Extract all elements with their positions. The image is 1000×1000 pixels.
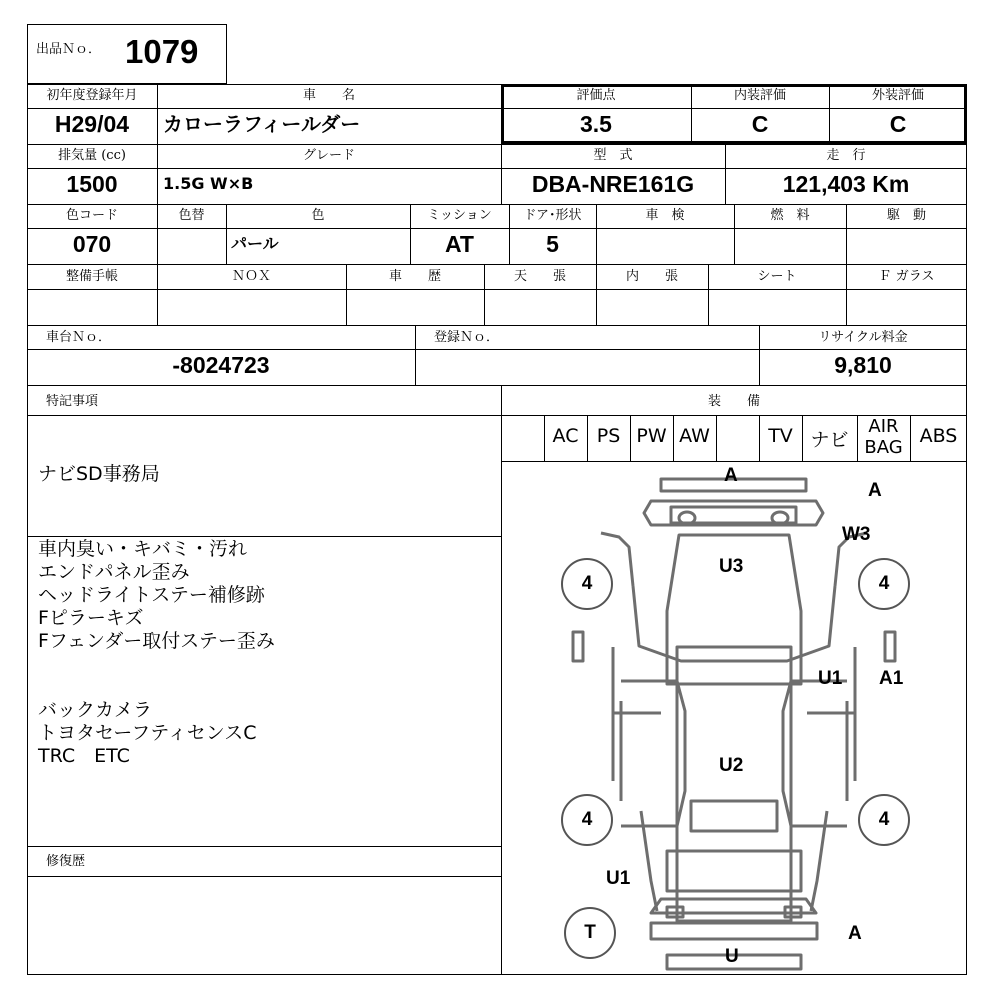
drive-label: 駆 動 xyxy=(886,208,926,223)
equipment-item-ps: PS xyxy=(596,425,621,447)
color-code-label: 色コード xyxy=(65,208,118,223)
equipment-item-ac: AC xyxy=(552,425,579,447)
color-code-value: 070 xyxy=(72,231,112,257)
listing-no-value: 1079 xyxy=(125,33,199,70)
damage-rear-bumper: U xyxy=(725,946,739,967)
notes-line: エンドパネル歪み xyxy=(38,561,190,583)
history-label: 車 歴 xyxy=(388,269,441,284)
color-label: 色 xyxy=(311,208,325,223)
car-name-value: カローラフィールダー xyxy=(163,112,361,136)
notes-line: TRC ETC xyxy=(38,745,130,767)
damage-right-a: A1 xyxy=(879,668,904,689)
tire-front-left-value: 4 xyxy=(581,573,593,594)
notes-line: トヨタセーフティセンスC xyxy=(38,722,257,744)
damage-roof: U3 xyxy=(719,556,744,577)
car-body-diagram xyxy=(501,461,967,975)
tire-rear-right-value: 4 xyxy=(878,809,890,830)
door-label: ドア･形状 xyxy=(523,208,582,223)
equipment-item-aw: AW xyxy=(679,425,710,447)
tire-rear-left-value: 4 xyxy=(581,809,593,830)
chassis-value: -8024723 xyxy=(172,352,270,378)
interior-label: 内装評価 xyxy=(733,88,786,103)
equipment-item-navi: ナビ xyxy=(810,429,849,451)
first-reg-label: 初年度登録年月 xyxy=(46,88,138,103)
listing-no-label: 出品Ｎｏ． xyxy=(36,42,102,57)
interior-value: C xyxy=(751,111,769,137)
fglass-label: Ｆ ガラス xyxy=(878,269,935,284)
damage-front-right: A xyxy=(868,480,882,501)
first-reg-value: H29/04 xyxy=(54,111,130,137)
recycle-value: 9,810 xyxy=(834,352,892,378)
mileage-label: 走 行 xyxy=(826,148,866,163)
repair-history-label: 修復歴 xyxy=(46,854,86,869)
sunroof-label: 天 張 xyxy=(513,269,566,284)
door-value: 5 xyxy=(546,231,559,257)
displacement-value: 1500 xyxy=(66,171,118,197)
displacement-label: 排気量 (cc) xyxy=(58,148,126,163)
notes-line: Fピラーキズ xyxy=(38,607,144,629)
damage-rear-right: A xyxy=(848,923,862,944)
service-book-label: 整備手帳 xyxy=(65,269,118,284)
notes-navi: ナビSD事務局 xyxy=(38,463,160,485)
inspection-label: 車 検 xyxy=(645,208,685,223)
damage-rear-left: U1 xyxy=(606,868,631,889)
mileage-value: 121,403 Km xyxy=(782,171,910,197)
equipment-item-abs: ABS xyxy=(919,425,958,447)
repaint-label: 色替 xyxy=(178,208,205,223)
damage-front-bumper: A xyxy=(724,465,738,486)
equipment-item-airbag: AIR BAG xyxy=(864,416,903,458)
notes-line: ヘッドライトステー補修跡 xyxy=(38,584,265,606)
notes-line: 車内臭い・キバミ・汚れ xyxy=(38,538,248,560)
tire-front-right-value: 4 xyxy=(878,573,890,594)
spare-tire-value: T xyxy=(584,922,596,943)
notes-line: バックカメラ xyxy=(38,699,153,721)
score-value: 3.5 xyxy=(580,111,612,137)
damage-right-u: U1 xyxy=(818,668,843,689)
chassis-label: 車台Ｎｏ． xyxy=(46,330,112,345)
equipment-label: 装 備 xyxy=(707,394,760,409)
grade-value: 1.5G W×B xyxy=(163,174,254,193)
equipment-item-pw: PW xyxy=(636,425,667,447)
model-label: 型 式 xyxy=(593,148,633,163)
damage-windshield: W3 xyxy=(842,524,871,545)
damage-body-center: U2 xyxy=(719,755,744,776)
recycle-label: リサイクル料金 xyxy=(818,330,908,345)
registration-label: 登録Ｎｏ． xyxy=(434,330,500,345)
interior-trim-label: 内 張 xyxy=(625,269,678,284)
color-value: パール xyxy=(231,234,279,253)
seat-label: シート xyxy=(757,269,797,284)
notes-label: 特記事項 xyxy=(46,394,99,409)
model-value: DBA-NRE161G xyxy=(531,171,695,197)
fuel-label: 燃 料 xyxy=(770,208,810,223)
transmission-label: ミッション xyxy=(427,208,492,223)
nox-label: ＮＯＸ xyxy=(231,269,271,284)
exterior-value: C xyxy=(889,111,907,137)
grade-label: グレード xyxy=(302,148,355,163)
equipment-item-tv: TV xyxy=(768,425,793,447)
exterior-label: 外装評価 xyxy=(871,88,924,103)
car-name-label: 車 名 xyxy=(302,88,355,103)
notes-line: Fフェンダー取付ステー歪み xyxy=(38,630,275,652)
score-label: 評価点 xyxy=(576,88,616,103)
transmission-value: AT xyxy=(445,231,474,257)
